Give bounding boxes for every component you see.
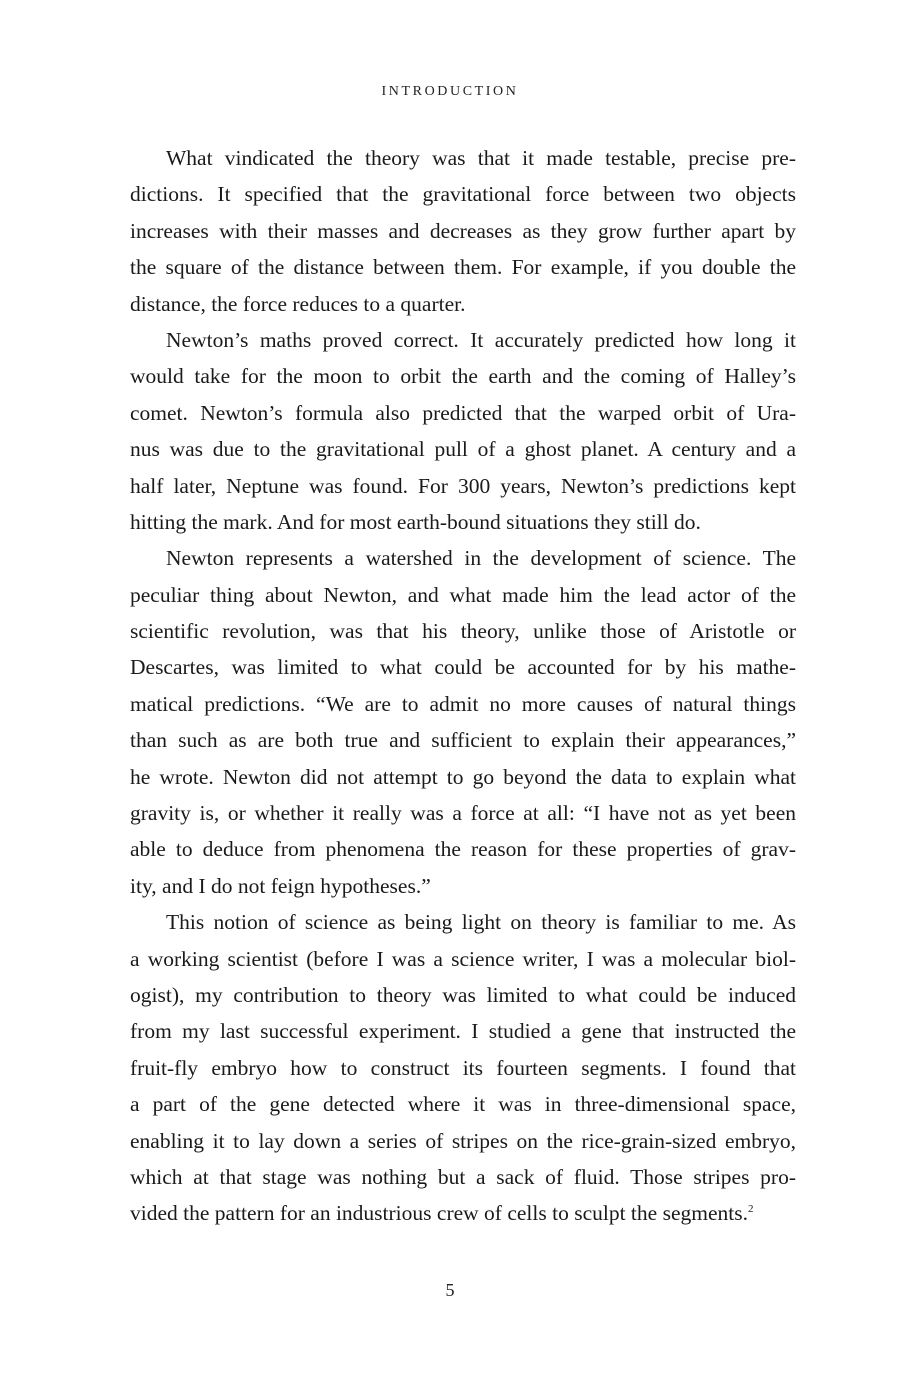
text-line: dictions. It specified that the gravitational force between two objects	[130, 182, 796, 207]
text-line: scientific revolution, was that his theory, unlike those of Aristotle or	[130, 619, 796, 644]
text-line: enabling it to lay down a series of stripes on the rice-grain-sized embryo,	[130, 1128, 796, 1153]
text-line: gravity is, or whether it really was a force at all: “I have not as yet been	[130, 801, 796, 826]
text-line: which at that stage was nothing but a sack of fluid. Those stripes pro-	[130, 1164, 796, 1189]
text-line: ogist), my contribution to theory was limited to what could be induced	[130, 982, 796, 1007]
text-line: increases with their masses and decreases as they grow further apart by	[130, 218, 796, 243]
text-line: a part of the gene detected where it was in three-dimensional space,	[130, 1092, 796, 1117]
text-line: peculiar thing about Newton, and what made him the lead actor of the	[130, 582, 796, 607]
text-line-with-footnote	[130, 1195, 796, 1231]
text-line: Newton represents a watershed in the development of science. The	[166, 546, 796, 571]
text-line: half later, Neptune was found. For 300 years, Newton’s predictions kept	[130, 473, 796, 498]
text-line: Descartes, was limited to what could be accounted for by his mathe-	[130, 655, 796, 680]
page-number: 5	[445, 1280, 455, 1300]
text-line: nus was due to the gravitational pull of a ghost planet. A century and a	[130, 437, 796, 462]
text-line: he wrote. Newton did not attempt to go beyond the data to explain what	[130, 764, 796, 789]
running-head: INTRODUCTION	[381, 84, 519, 99]
text-line: would take for the moon to orbit the earth and the coming of Halley’s	[130, 364, 796, 389]
text-line: Newton’s maths proved correct. It accurately predicted how long it	[166, 327, 796, 352]
text-line: ity, and I do not feign hypotheses.”	[130, 873, 431, 898]
text-line: What vindicated the theory was that it made testable, precise pre-	[166, 146, 796, 170]
text-line: able to deduce from phenomena the reason for these properties of grav-	[130, 837, 796, 862]
text-line: distance, the force reduces to a quarter.	[130, 291, 466, 316]
text-line: fruit-fly embryo how to construct its fourteen segments. I found that	[130, 1055, 796, 1080]
text-line: This notion of science as being light on theory is familiar to me. As	[166, 910, 796, 935]
text-line: the square of the distance between them. For example, if you double the	[130, 255, 796, 280]
text-line: than such as are both true and sufficient to explain their appearances,”	[130, 728, 796, 753]
text-line: from my last successful experiment. I studied a gene that instructed the	[130, 1019, 796, 1044]
text-line: a working scientist (before I was a science writer, I was a molecular biol-	[130, 946, 796, 971]
footnote-reference[interactable]: 2	[747, 1203, 754, 1216]
text-line: comet. Newton’s formula also predicted that the warped orbit of Ura-	[130, 400, 796, 425]
body-text	[130, 140, 796, 1232]
text-line: hitting the mark. And for most earth-bound situations they still do.	[130, 509, 701, 534]
text-line: vided the pattern for an industrious crew of cells to sculpt the segments.	[130, 1201, 748, 1226]
text-line: matical predictions. “We are to admit no more causes of natural things	[130, 691, 796, 716]
